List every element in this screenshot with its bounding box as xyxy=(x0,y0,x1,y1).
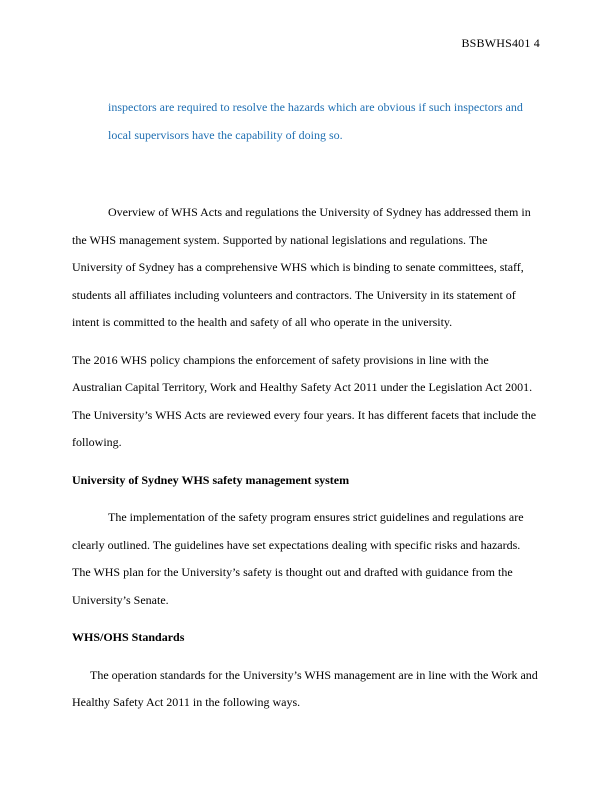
document-body xyxy=(72,199,540,717)
text-line: clearly outlined. The guidelines have set expectations dealing with specific risks and hazards. xyxy=(72,537,521,552)
text-line: University of Sydney has a comprehensive WHS which is binding to senate committees, staff, xyxy=(72,260,524,274)
text-line: the WHS management system. Supported by national legislations and regulations. The xyxy=(72,232,488,247)
paragraph-safety-program xyxy=(72,504,540,614)
paragraph-policy xyxy=(72,347,540,457)
text-line: students all affiliates including volunteers and contractors. The University in its statement of xyxy=(72,287,516,302)
paragraph-standards xyxy=(72,662,540,717)
running-header: BSBWHS401 4 xyxy=(461,36,540,50)
text-line: The operation standards for the University’s WHS management are in line with the Work and xyxy=(90,667,538,682)
quote-line: local supervisors have the capability of doing so. xyxy=(108,127,343,142)
section-heading: WHS/OHS Standards xyxy=(72,630,185,644)
blue-quote-block xyxy=(108,94,540,149)
text-line: University’s Senate. xyxy=(72,592,169,607)
text-line: Australian Capital Territory, Work and Healthy Safety Act 2011 under the Legislation Act 2001. xyxy=(72,380,533,394)
text-line: The 2016 WHS policy champions the enforcement of safety provisions in line with the xyxy=(72,352,489,367)
text-line: intent is committed to the health and safety of all who operate in the university. xyxy=(72,315,453,329)
text-line: Healthy Safety Act 2011 in the following ways. xyxy=(72,695,301,709)
text-line: The WHS plan for the University’s safety is thought out and drafted with guidance from the xyxy=(72,565,513,579)
section-heading: University of Sydney WHS safety management system xyxy=(72,472,350,487)
quote-line: inspectors are required to resolve the hazards which are obvious if such inspectors and xyxy=(108,100,523,114)
paragraph-overview xyxy=(72,199,540,337)
text-line: following. xyxy=(72,435,122,449)
text-line: The implementation of the safety program ensures strict guidelines and regulations are xyxy=(108,510,524,524)
text-line: Overview of WHS Acts and regulations the University of Sydney has addressed them in xyxy=(108,205,531,219)
text-line: The University’s WHS Acts are reviewed every four years. It has different facets that include the xyxy=(72,407,537,422)
